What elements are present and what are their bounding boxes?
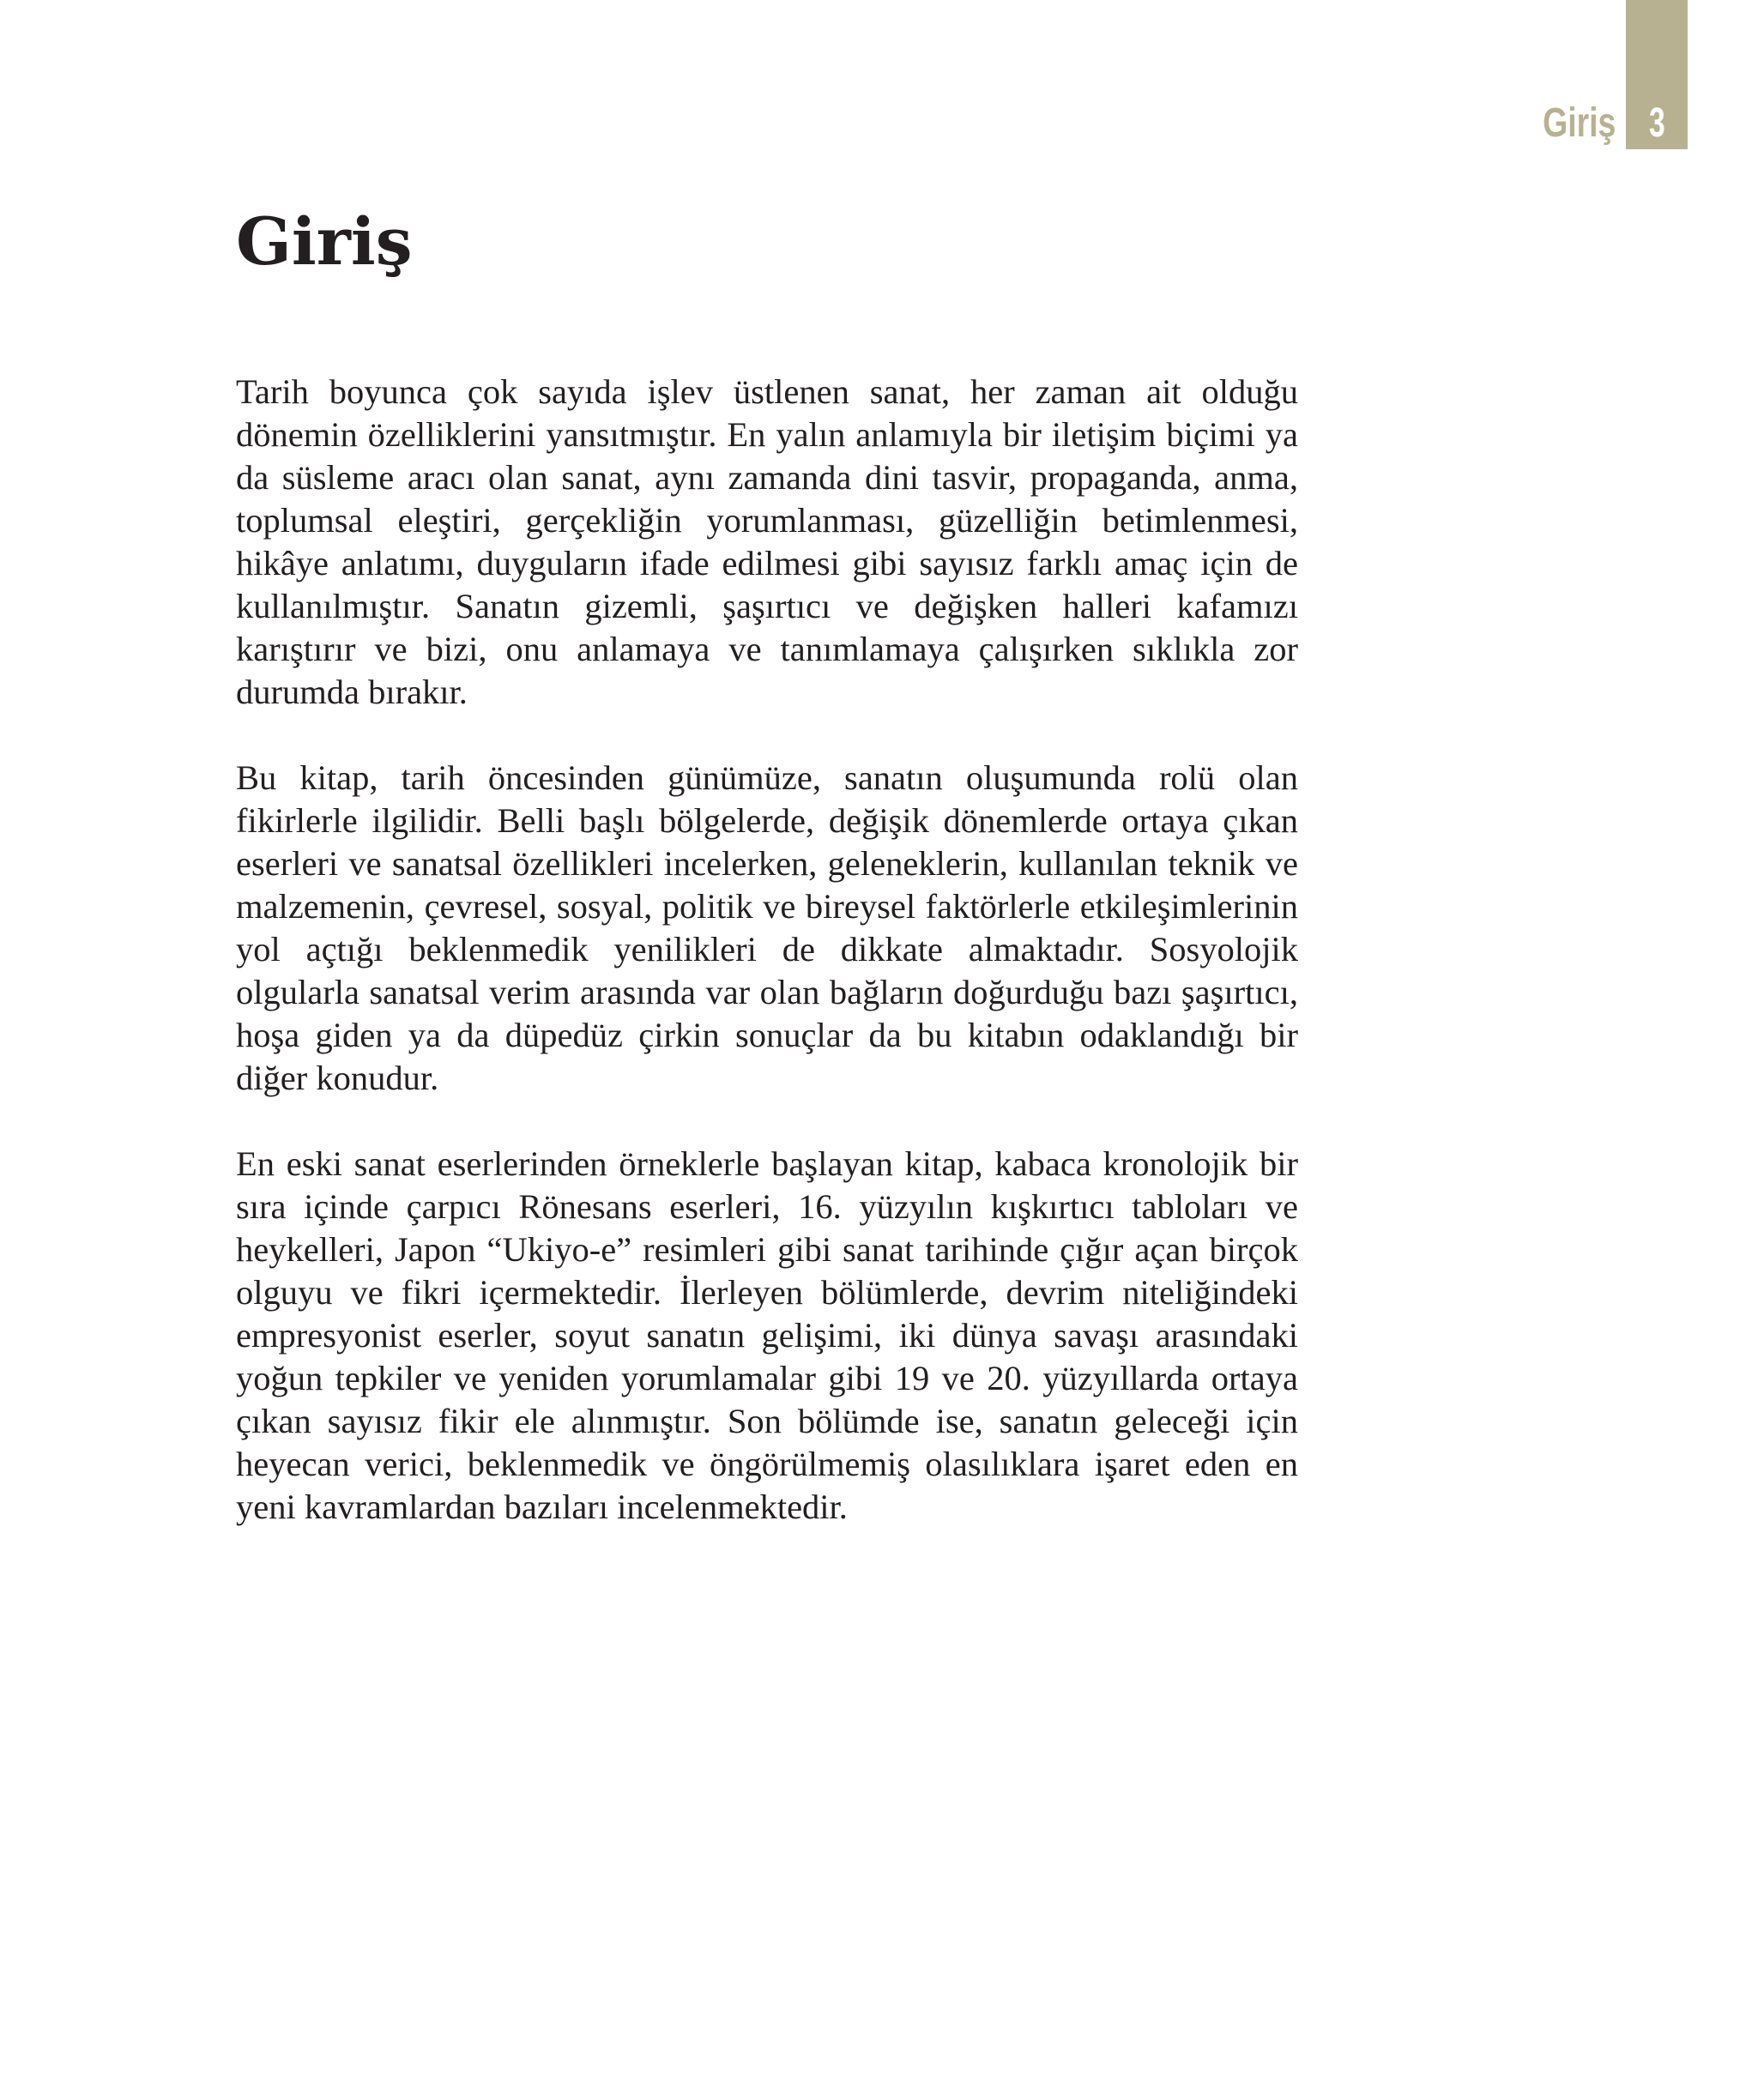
running-header-title: Giriş: [1542, 100, 1616, 146]
running-header: [1522, 0, 1688, 149]
body-text: [236, 371, 1298, 1572]
paragraph-1: Tarih boyunca çok sayıda işlev üstlenen sanat, her zaman ait olduğu dönemin özelliklerini yansıtmıştır. En yalın anlamıyla bir iletişim biçimi ya da süsleme aracı olan sanat, aynı zamanda dini tasvir, propaganda, anma, toplumsal eleştiri, gerçekliğin yorumlanması, güzelliğin betimlenmesi, hikâye anlatımı, duyguların ifade edilmesi gibi sayısız farklı amaç için de kullanılmıştır. Sanatın gizemli, şaşırtıcı ve değişken halleri kafamızı karıştırır ve bizi, onu anlamaya ve tanımlamaya çalışırken sıklıkla zor durumda bırakır.: [236, 372, 1298, 711]
page-number: 3: [1648, 100, 1665, 146]
paragraph-3: En eski sanat eserlerinden örneklerle başlayan kitap, kabaca kronolojik bir sıra içinde çarpıcı Rönesans eserleri, 16. yüzyılın kışkırtıcı tabloları ve heykelleri, Japon “Ukiyo-e” resimleri gibi sanat tarihinde çığır açan birçok olguyu ve fikri içermektedir. İlerleyen bölümlerde, devrim niteliğindeki empresyonist eserler, soyut sanatın gelişimi, iki dünya savaşı arasındaki yoğun tepkiler ve yeniden yorumlamalar gibi 19 ve 20. yüzyıllarda ortaya çıkan sayısız fikir ele alınmıştır. Son bölümde ise, sanatın geleceği için heyecan verici, beklenmedik ve öngörülmemiş olasılıklara işaret eden en yeni kavramlardan bazıları incelenmektedir.: [236, 1144, 1298, 1526]
paragraph-2: Bu kitap, tarih öncesinden günümüze, sanatın oluşumunda rolü olan fikirlerle ilgilidir. Belli başlı bölgelerde, değişik dönemlerde ortaya çıkan eserleri ve sanatsal özellikleri incelerken, geleneklerin, kullanılan teknik ve malzemenin, çevresel, sosyal, politik ve bireysel faktörlerle etkileşimlerinin yol açtığı beklenmedik yenilikleri de dikkate almaktadır. Sosyolojik olgularla sanatsal verim arasında var olan bağların doğurduğu bazı şaşırtıcı, hoşa giden ya da düpedüz çirkin sonuçlar da bu kitabın odaklandığı bir diğer konudur.: [236, 758, 1298, 1097]
page-number-tab: [1626, 0, 1688, 149]
chapter-title: Giriş: [236, 203, 413, 280]
